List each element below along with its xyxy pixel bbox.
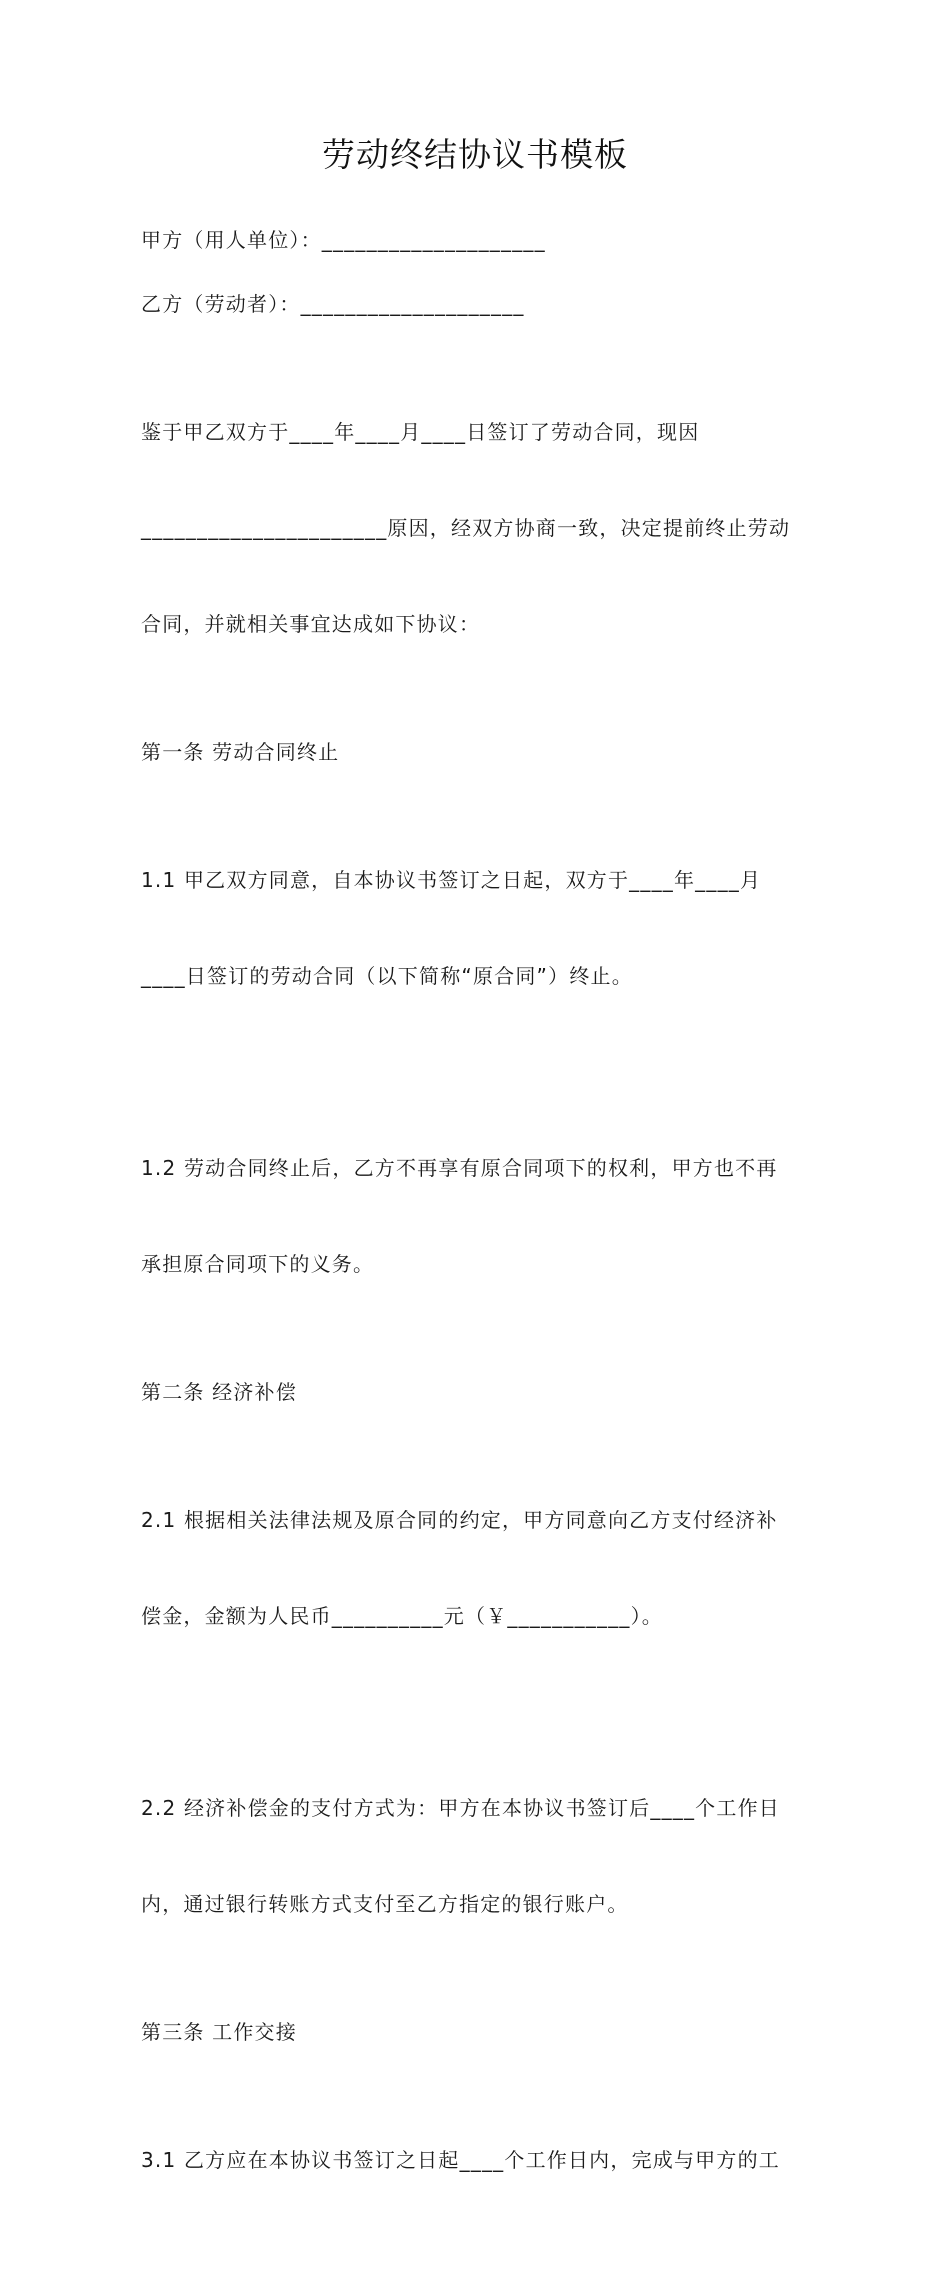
clause-line: ____日签订的劳动合同（以下简称“原合同”）终止。 bbox=[141, 964, 633, 988]
article-3-heading: 第三条 工作交接 bbox=[141, 2020, 297, 2044]
clause-line: 承担原合同项下的义务。 bbox=[141, 1252, 375, 1276]
clause-3-1 bbox=[141, 2080, 801, 2240]
clause-1-2 bbox=[141, 1088, 801, 1344]
clause-line: 2.1 根据相关法律法规及原合同的约定，甲方同意向乙方支付经济补 bbox=[141, 1508, 778, 1532]
clause-line: 偿金，金额为人民币__________元（￥___________）。 bbox=[141, 1604, 663, 1628]
clause-2-2 bbox=[141, 1728, 801, 1984]
clause-line: 3.1 乙方应在本协议书签订之日起____个工作日内，完成与甲方的工 bbox=[141, 2148, 780, 2172]
preamble-line: ______________________原因，经双方协商一致，决定提前终止劳动 bbox=[141, 516, 791, 540]
clause-line: 1.1 甲乙双方同意，自本协议书签订之日起，双方于____年____月 bbox=[141, 868, 762, 892]
preamble-paragraph bbox=[141, 352, 801, 704]
party-b-line: 乙方（劳动者）：____________________ bbox=[141, 292, 525, 316]
clause-line: 内，通过银行转账方式支付至乙方指定的银行账户。 bbox=[141, 1892, 629, 1916]
party-a-line: 甲方（用人单位）：____________________ bbox=[141, 228, 546, 252]
article-1-heading: 第一条 劳动合同终止 bbox=[141, 740, 340, 764]
preamble-line: 鉴于甲乙双方于____年____月____日签订了劳动合同，现因 bbox=[141, 420, 700, 444]
clause-2-1 bbox=[141, 1440, 801, 1696]
clause-line: 2.2 经济补偿金的支付方式为：甲方在本协议书签订后____个工作日 bbox=[141, 1796, 780, 1820]
preamble-line: 合同，并就相关事宜达成如下协议： bbox=[141, 612, 481, 636]
clause-1-1 bbox=[141, 800, 801, 1056]
document-body bbox=[141, 224, 801, 2272]
clause-line: 1.2 劳动合同终止后，乙方不再享有原合同项下的权利，甲方也不再 bbox=[141, 1156, 778, 1180]
article-2-heading: 第二条 经济补偿 bbox=[141, 1380, 297, 1404]
document-title: 劳动终结协议书模板 bbox=[322, 135, 628, 174]
